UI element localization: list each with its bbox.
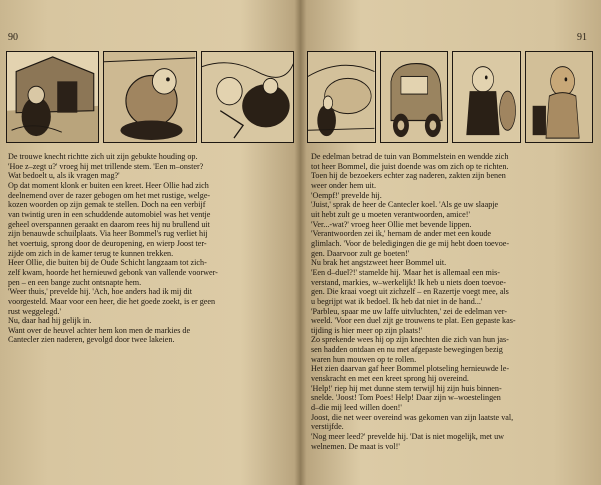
text-line: weer onder hem uit.	[311, 180, 376, 190]
text-line: Nu brak het angstzweet heer Bommel uit.	[311, 258, 447, 268]
text-line: 'Verantwoorden zei ik,' hernam de ander met een koude	[311, 229, 492, 239]
text-line: 'Weer thuis,' prevelde hij. 'Ach, hoe anders had ik mij dit	[8, 287, 193, 297]
text-line: verstijfde.	[311, 422, 344, 432]
comic-panel	[307, 51, 376, 143]
comic-panel	[525, 51, 594, 143]
page-number-right: 91	[577, 32, 587, 43]
text-line: Joost, die net weer overeind was gekomen van zijn laatste val,	[311, 412, 514, 422]
text-line: 'Nog meer leed?' prevelde hij. 'Dat is niet mogelijk, met uw	[311, 432, 505, 442]
comic-panel	[201, 51, 294, 143]
text-line: 'Oempf!' prevelde hij.	[311, 190, 382, 200]
text-line: Cantecler zien naderen, gevolgd door twee lakeien.	[8, 335, 175, 345]
text-line: pen – en een bange zucht ontsnapte hem.	[8, 277, 142, 287]
text-line: Het zien daarvan gaf heer Bommel plotseling hernieuwde le-	[311, 364, 510, 374]
text-line: 'Juist,' sprak de heer de Cantecler koel. 'Als ge uw slaapje	[311, 200, 499, 210]
text-line: verstand, markies, w–werkelijk! Ik heb u niets doen toevoe-	[311, 277, 506, 287]
text-line: tot heer Bommel, die juist doende was om zich op te richten.	[311, 161, 509, 171]
body-text-right	[311, 152, 596, 451]
text-line: 'Een d–duel?!' stamelde hij. 'Maar het is allemaal een mis-	[311, 267, 500, 277]
text-line: 'Hoe z–zegt u?' vroeg hij met trillende stem. 'Een m–onster?	[8, 161, 204, 171]
text-line: glimlach. 'Voor de beledigingen die ge mij hebt doen toevoe-	[311, 238, 510, 248]
text-line: Op dat moment klonk er buiten een kreet. Heer Ollie had zich	[8, 180, 209, 190]
text-line: weeld. 'Voor een duel zijt ge trouwens te plat. Een gepaste kas-	[311, 316, 516, 326]
text-line: zijn benauwde schuilplaats. Via heer Bommel's rug verliet hij	[8, 229, 208, 239]
text-line: rust weggelegd.'	[8, 306, 61, 316]
text-line: d–die mij leed willen doen!'	[311, 403, 402, 413]
text-line: 'Help!' riep hij met dunne stem terwijl hij zijn huis binnen-	[311, 383, 502, 393]
text-line: deelnemend over de razer gebogen om het met rustige, welge-	[8, 190, 211, 200]
text-line: Zo sprekende wees hij op zijn knechten die zich van hun jas-	[311, 335, 509, 345]
text-line: Wat bedoelt u, als ik vragen mag?'	[8, 171, 120, 181]
comic-panel	[6, 51, 99, 143]
text-line: snelde. 'Joost! Tom Poes! Help! Daar zijn w–woestelingen	[311, 393, 501, 403]
right-page	[301, 0, 601, 485]
page-number-left: 90	[8, 32, 18, 43]
text-line: Nu, daar had hij gelijk in.	[8, 316, 92, 326]
comic-strip-right	[307, 51, 593, 143]
text-line: welnemen. De maat is vol!'	[311, 441, 400, 451]
text-line: zelf kwam, hoorde het hernieuwd gebonk van vallende voorwer-	[8, 267, 218, 277]
text-line: zijde om zich in de kamer terug te kunnen trekken.	[8, 248, 174, 258]
text-line: waren hun mouwen op te rollen.	[311, 354, 417, 364]
text-line: het voertuig, sprong door de deuropening, en wierp Joost ter-	[8, 238, 207, 248]
comic-panel	[103, 51, 196, 143]
text-line: u begrijpt wat ik bedoel. Ik heb dat niet in de hand...'	[311, 296, 483, 306]
text-line: Want over de heuvel achter hem kon men de markies de	[8, 325, 191, 335]
text-line: Heer Ollie, die buiten bij de Oude Schicht langzaam tot zich-	[8, 258, 207, 268]
text-line: venskracht en met een kreet sprong hij overeind.	[311, 374, 469, 384]
text-line: gen. Daarvoor zult ge boeten!'	[311, 248, 410, 258]
comic-strip-left	[6, 51, 294, 143]
text-line: Toen hij de bezoekers echter zag naderen, zakten zijn benen	[311, 171, 506, 181]
body-text-left	[8, 152, 296, 345]
comic-panel	[380, 51, 449, 143]
text-line: kozen woorden op zijn gemak te stellen. Doch na een verbijf	[8, 200, 206, 210]
text-line: geheel overspannen geraakt en daarom rees hij nu brullend uit	[8, 219, 210, 229]
text-line: 'Ver...-wat?' vroeg heer Ollie met bevende lippen.	[311, 219, 472, 229]
text-line: sen hadden ontdaan en nu met afgepaste bewegingen bezig	[311, 345, 503, 355]
text-line: gen. Die kraai voegt uit zichzelf – en Razertje voegt mee, als	[311, 287, 509, 297]
comic-panel	[452, 51, 521, 143]
text-line: uit hebt zult ge u moeten verantwoorden, amice!'	[311, 209, 470, 219]
text-line: De trouwe knecht richtte zich uit zijn gebukte houding op.	[8, 152, 198, 161]
text-line: van twintig uren in een schuddende automobiel was het ventje	[8, 209, 211, 219]
text-line: tijding is hier meer op zijn plaats!'	[311, 325, 423, 335]
left-page	[0, 0, 300, 485]
text-line: voorgesteld. Maar voor een heer, die het goede zoekt, is er geen	[8, 296, 216, 306]
text-line: De edelman betrad de tuin van Bommelstein en wendde zich	[311, 152, 509, 161]
text-line: 'Parbleu, spaar me uw laffe uitvluchten,' zei de edelman ver-	[311, 306, 507, 316]
